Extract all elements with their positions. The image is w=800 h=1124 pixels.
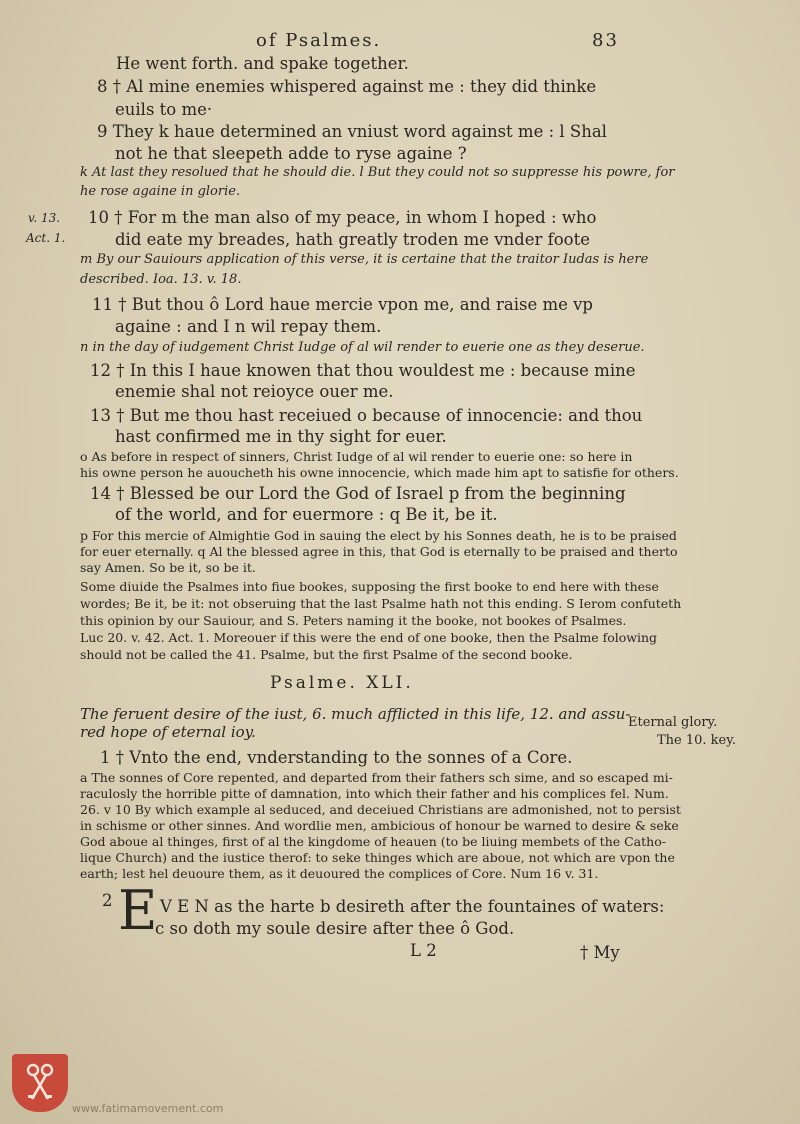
annotation-a: 26. v 10 By which example al seduced, and deceiued Christians are admonished, not to persist — [80, 802, 681, 817]
psalm-argument: red hope of eternal ioy. — [80, 723, 256, 741]
commentary-line: should not be called the 41. Psalme, but the first Psalme of the second booke. — [80, 647, 573, 662]
text-line: He went forth. and spake together. — [116, 54, 409, 73]
running-title: of Psalmes. — [256, 30, 382, 51]
margin-note: Eternal glory. — [628, 715, 718, 730]
annotation-k: he rose againe in glorie. — [80, 184, 241, 199]
text-line: did eate my breades, hath greatly troden me vnder foote — [115, 230, 591, 249]
annotation-m: described. Ioa. 13. v. 18. — [80, 272, 242, 287]
annotation-q: for euer eternally. q Al the blessed agree in this, that God is eternally to be praised and therto — [80, 544, 678, 559]
verse-8: 8 † Al mine enemies whispered against me : they did thinke — [97, 77, 597, 96]
annotation-a: a The sonnes of Core repented, and departed from their fathers sch sime, and so escaped mi- — [80, 770, 673, 785]
annotation-a: in schisme or other sinnes. And wordlie men, ambicious of honour be warned to desire & seke — [80, 818, 679, 833]
verse-14: 14 † Blessed be our Lord the God of Israel p from the beginning — [90, 484, 626, 503]
annotation-o: his owne person he auoucheth his owne innocencie, which made him apt to satisfie for others. — [80, 465, 679, 480]
verse-11: 11 † But thou ô Lord haue mercie vpon me, and raise me vp — [92, 295, 593, 314]
footer-url[interactable]: www.fatimamovement.com — [72, 1102, 224, 1115]
verse-1: 1 † Vnto the end, vnderstanding to the sonnes of a Core. — [100, 748, 573, 767]
drop-cap: E — [118, 879, 158, 942]
commentary-line: wordes; Be it, be it: not obseruing that the last Psalme hath not this ending. S Ierom confuteth — [80, 596, 682, 611]
text-line: enemie shal not reioyce ouer me. — [115, 382, 394, 401]
annotation-m: m By our Sauiours application of this verse, it is certaine that the traitor Iudas is here — [80, 252, 649, 267]
annotation-k: k At last they resolued that he should die. l But they could not so suppresse his powre, for — [80, 165, 675, 180]
margin-note: The 10. key. — [657, 733, 736, 748]
annotation-p: p For this mercie of Almightie God in sauing the elect by his Sonnes death, he is to be praised — [80, 528, 677, 543]
page-number: 83 — [592, 30, 619, 51]
keys-emblem-icon — [12, 1054, 68, 1112]
commentary-line: Luc 20. v. 42. Act. 1. Moreouer if this were the end of one booke, then the Psalme folowing — [80, 630, 658, 645]
text-line: of the world, and for euermore : q Be it, be it. — [115, 505, 498, 524]
commentary-line: this opinion by our Sauiour, and S. Peters naming it the booke, not bookes of Psalmes. — [80, 613, 627, 628]
psalm-title: Psalme. XLI. — [270, 673, 414, 693]
psalm-argument: The feruent desire of the iust, 6. much afflicted in this life, 12. and assu- — [80, 705, 631, 723]
verse-2-number: 2 — [102, 891, 113, 910]
text-line: hast confirmed me in thy sight for euer. — [115, 427, 447, 446]
annotation-a: lique Church) and the iustice therof: to seke thinges which are aboue, not which are vpon the — [80, 850, 675, 865]
catchword: † My — [580, 943, 620, 962]
text-line: not he that sleepeth adde to ryse againe ? — [115, 144, 467, 163]
verse-10: 10 † For m the man also of my peace, in whom I hoped : who — [88, 208, 597, 227]
verse-9: 9 They k haue determined an vniust word against me : l Shal — [97, 122, 607, 141]
annotation-a: raculosly the horrible pitte of damnation, into which their father and his complices fel. Num. — [80, 786, 669, 801]
margin-ref: v. 13. — [28, 211, 61, 225]
annotation-q: say Amen. So be it, so be it. — [80, 560, 256, 575]
margin-ref: Act. 1. — [26, 231, 66, 245]
text-line: againe : and I n wil repay them. — [115, 317, 382, 336]
annotation-n: n in the day of iudgement Christ Iudge of al wil render to euerie one as they deserue. — [80, 340, 645, 355]
annotation-o: o As before in respect of sinners, Christ Iudge of al wil render to euerie one: so here in — [80, 449, 633, 464]
signature-mark: L 2 — [410, 941, 437, 960]
text-line: euils to me· — [115, 100, 213, 119]
verse-2: V E N as the harte b desireth after the fountaines of waters: — [160, 897, 665, 916]
commentary-line: Some diuide the Psalmes into fiue bookes, supposing the first booke to end here with these — [80, 579, 659, 594]
verse-13: 13 † But me thou hast receiued o because of innocencie: and thou — [90, 406, 643, 425]
verse-2: c so doth my soule desire after thee ô God. — [155, 919, 515, 938]
verse-12: 12 † In this I haue knowen that thou wouldest me : because mine — [90, 361, 636, 380]
annotation-a: earth; lest hel deuoure them, as it deuoured the complices of Core. Num 16 v. 31. — [80, 866, 599, 881]
annotation-a: God aboue al thinges, first of al the kingdome of heauen (to be liuing membets of the Catho- — [80, 834, 666, 849]
